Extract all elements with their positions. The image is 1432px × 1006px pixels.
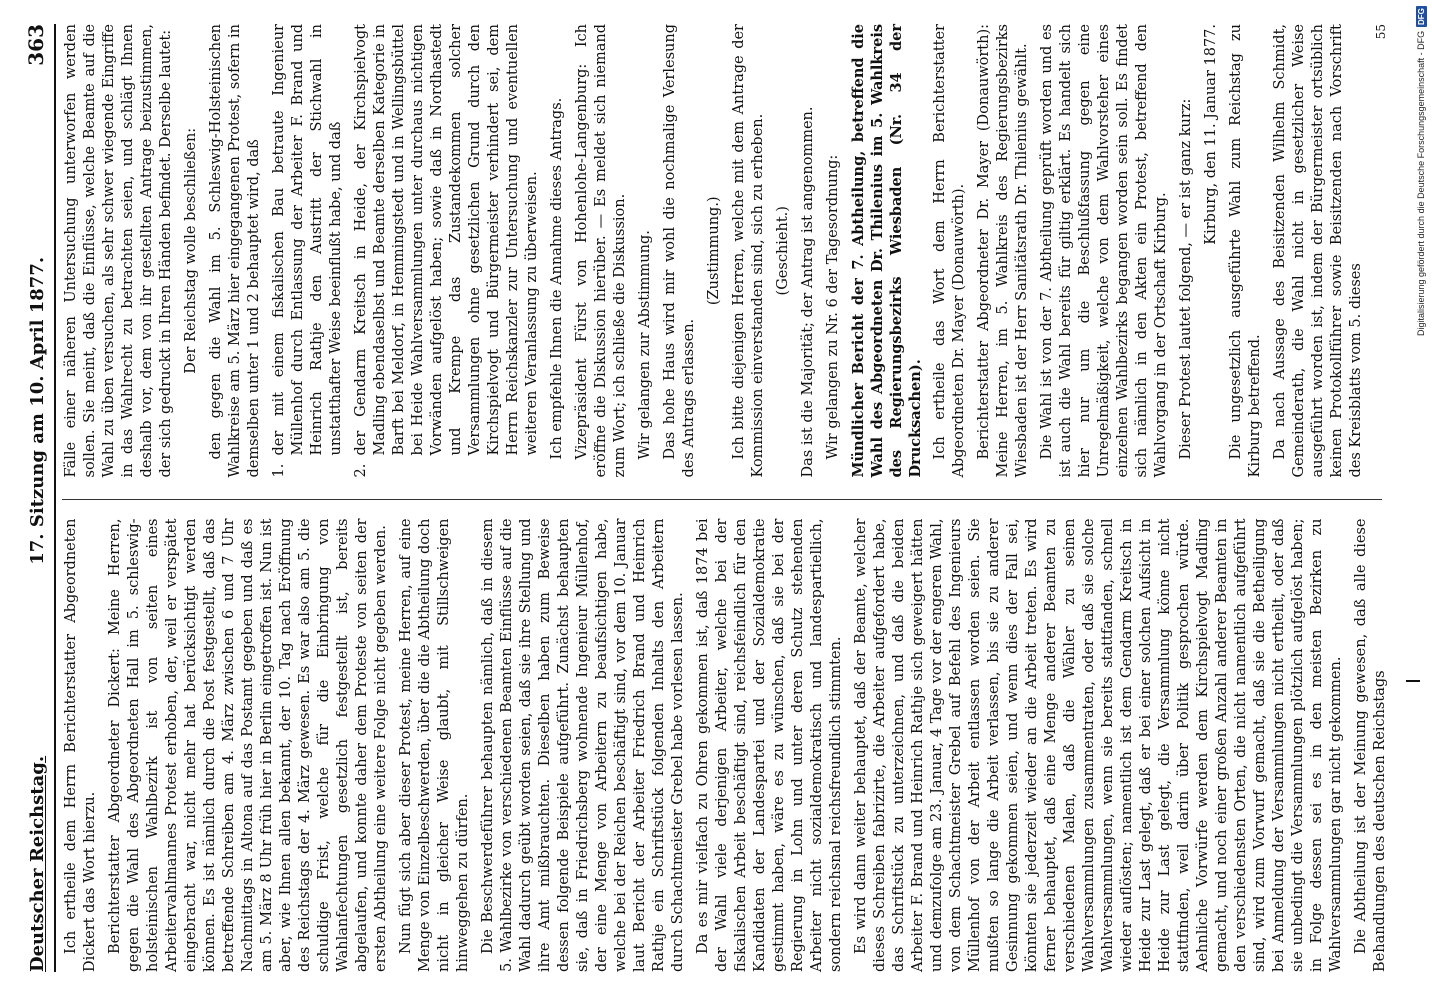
list-item-number: 1. xyxy=(271,463,287,478)
centered-line: (Zustimmung.) xyxy=(706,196,722,306)
list-item-text: der mit einem fiskalischen Bau betraute Ingenieur Müllenhof durch Entlassung der Arbeiter F. Brand und Heinrich Rathje den Austritt der Stichwahl in unstatthafter Weise beeinflußt habe, und daß xyxy=(271,24,344,456)
paragraph: Fälle einer näheren Untersuchung unterworfen werden sollen. Sie meint, daß die Einflüsse, welche Beamte auf die Wahl zu üben versuchen, als sehr schwer wiegende Eingriffe in das Wahlrecht zu betrachten seien, und schlägt Ihnen deshalb vor, dem von ihr gestellten Antrage beizustimmen, der sich gedruckt in Ihren Händen befindet. Derselbe lautet: xyxy=(63,24,174,478)
list-item xyxy=(270,24,346,478)
signature-mark: 55 xyxy=(1374,24,1388,40)
dfg-logo-icon: DFG xyxy=(1417,8,1426,25)
list-item-text: der Gendarm Kreitsch in Heide, der Kirchspielvogt Madling ebendaselbst und Beamte derselben Kategorie in Barft bei Meldorf, in Hemmingstedt und in Wellingsbüttel bei Heide Wahlversammlungen unter durchaus nichtigen Vorwänden aufgelöst haben; sowie daß in Nordhastedt und Krempe das Zustandekommen solcher Versammlungen ohne gesetzlichen Grund durch den Kirchspielvogt und Bürgermeister verhindert sei, dem Herrn Reichskanzler zur Untersuchung und eventuellen weiteren Veranlassung zu überweisen. xyxy=(353,24,540,456)
paragraph: Wir gelangen zur Abstimmung. xyxy=(637,230,653,460)
dateline: Kirburg, den 11. Januar 1877. xyxy=(1203,24,1219,245)
paragraph: Wir gelangen zu Nr. 6 der Tagesordnung: xyxy=(825,154,841,460)
text-columns xyxy=(62,24,1388,972)
page-number: 363 xyxy=(24,24,48,66)
paragraph: Die Abtheilung ist der Meinung gewesen, daß alle diese Behandlungen des deutschen Reichstags xyxy=(1353,518,1388,972)
paragraph: Ich ertheile das Wort dem Herrn Berichterstatter Abgeordneten Dr. Mayer (Donauwörth). xyxy=(932,24,967,478)
paragraph: Die Beschwerdeführer behaupten nämlich, daß in diesem 5. Wahlbezirke von verschiedenen Beamten Einflüsse auf die Wahl dadurch geübt worden seien, daß sie ihre Stellung und ihre Amt mißbrauchten. Dieselben haben zum Beweise dessen folgende Beispiele aufgeführt. Zunächst behaupten sie, daß in Friedrichsberg wohnende Ingenieur Müllenhof, der eine Menge von Arbeitern zu beaufsichtigen habe, welche bei der Reichen beschäftigt sind, vor dem 10. Januar laut Bericht der Arbeiter Friedrich Brand und Heinrich Rathje ein Schriftstück folgenden Inhalts den Arbeitern durch Schachtmeister Grebel habe vorlesen lassen. xyxy=(480,518,686,972)
paragraph: Die ungesetzlich ausgeführte Wahl zum Reichstag zu Kirburg betreffend. xyxy=(1228,24,1263,478)
paragraph: Dieser Protest lautet folgend, — er ist ganz kurz: xyxy=(1178,98,1194,460)
page-header xyxy=(18,24,56,972)
paragraph: Es wird dann weiter behauptet, daß der Beamte, welcher dieses Schreiben fabrizirte, die Arbeiter aufgefordert habe, das Schriftstück zu unterzeichnen, und daß die beiden Arbeiter F. Brand und Heinrich Rathje sich geweigert hätten und demzufolge am 23. Januar, 4 Tage vor der engeren Wahl, von dem Schachtmeister Grebel auf Befehl des Ingenieurs Müllenhof von der Arbeit entlassen worden seien. Sie mußten so lange die Arbeit verlassen, bis sie zu anderer Gesinnung gekommen seien, und wenn dies der Fall sei, könnten sie jederzeit wieder an die Arbeit treten. Es wird ferner behauptet, daß eine Menge anderer Beamten zu verschiedenen Malen, daß die Wähler zu seinen Wahlversammlungen zusammentraten, oder daß sie solche Wahlversammlungen, wenn sie bereits stattfanden, schnell wieder auflösten; namentlich ist dem Gendarm Kreitsch in Heide zur Last gelegt, daß er bei einer solchen Aufsicht in Heide zur Last gelegt, die Versammlung könne nicht stattfinden, weil darin über Politik gesprochen würde. Aehnliche Vorwürfe werden dem Kirchspielvogt Madling gemacht, und noch einer großen Anzahl anderer Beamten in den verschiedensten Orten, die nicht namentlich aufgeführt sind, wird zum Vorwurf gemacht, daß sie die Betheiligung bei Anmeldung der Versammlungen nicht ertheilt, oder daß sie unbedingt die Versammlungen plötzlich aufgelöst haben; in Folge dessen sei es in den meisten Bezirken zu Wahlversammlungen gar nicht gekommen. xyxy=(853,518,1344,972)
publication-title: Deutscher Reichstag. xyxy=(27,755,48,972)
paragraph: den gegen die Wahl im 5. Schleswig-Holsteinischen Wahlkreise am 5. März hier eingegangenen Protest, sofern in demselben unter 1 und 2 behauptet wird, daß xyxy=(208,24,262,478)
right-column xyxy=(62,24,1388,478)
digitization-credit-text: Digitalisierung gefördert durch die Deutsche Forschungsgemeinschaft - DFG xyxy=(1416,30,1426,337)
paragraph: Ich bitte diejenigen Herren, welche mit dem Antrage der Kommission einverstanden sind, sich zu erheben. xyxy=(731,24,766,478)
paragraph: Vizepräsident Fürst von Hohenlohe-Langenburg: Ich eröffne die Diskussion hierüber. — Es meldet sich niemand zum Wort; ich schließe die Diskussion. xyxy=(574,24,628,478)
paragraph: Ich empfehle Ihnen die Annahme dieses Antrags. xyxy=(549,97,565,460)
digitization-credit xyxy=(1416,6,1430,1006)
paragraph: Das hohe Haus wird mir wohl die nochmalige Verlesung des Antrags erlassen. xyxy=(662,24,697,478)
agenda-heading: Mündlicher Bericht der 7. Abtheilung, betreffend die Wahl des Abgeordneten Dr. Thilenius im 5. Wahlkreis des Regierungsbezirks Wiesbaden (Nr. 34 der Drucksachen). xyxy=(850,24,924,478)
paragraph: Die Wahl ist von der 7. Abtheilung geprüft worden und es ist auch die Wahl bereits für giltig erklärt. Es handelt sich hier nur um die Beschlußfassung gegen eine Unregelmäßigkeit, welche von dem Wahlvorsteher eines einzelnen Wahlbezirks begangen worden sein soll. Es findet sich nämlich in den Akten ein Protest, betreffend den Wahlvorgang in der Ortschaft Kirburg. xyxy=(1039,24,1169,478)
paragraph: Das ist die Majorität; der Antrag ist angenommen. xyxy=(800,106,816,478)
list-item-number: 2. xyxy=(353,463,369,478)
paragraph: Da es mir vielfach zu Ohren gekommen ist, daß 1874 bei der Wahl viele derjenigen Arbeiter, welche bei der fiskalischen Arbeit beschäftigt sind, reichsfeindlich für den Kandidaten der Landespartei und der Sozialdemokratie gestimmt haben, wäre es zu wünschen, daß sie bei der Regierung in Lohn und unter deren Schutz stehenden Arbeiter nicht sozialdemokratisch und landespartiellich, sondern reichsnal reichsfreundlich stimmten. xyxy=(695,518,844,972)
paragraph: Berichterstatter Abgeordneter Dr. Mayer (Donauwörth): Meine Herren, im 5. Wahlkreis des Regierungsbezirks Wiesbaden ist der Herr Sanitätsrath Dr. Thilenius gewählt. xyxy=(976,24,1030,478)
paragraph: Nun fügt sich aber dieser Protest, meine Herren, auf eine Menge von Einzelbeschwerden, über die die Abtheilung doch nicht in gleicher Weise glaubt, mit Stillschweigen hinweggehen zu dürfen. xyxy=(398,518,471,972)
paragraph: Ich ertheile dem Herrn Berichterstatter Abgeordneten Dickert das Wort hierzu. xyxy=(63,518,98,972)
paragraph: Berichterstatter Abgeordneter Dickert: Meine Herren, gegen die Wahl des Abgeordneten Hall im 5. schleswig-holsteinischen Wahlbezirk ist von seiten eines Arbeitervahlmannes Protest erhoben, der, weil er verspätet eingebracht war, nicht mehr hat berücksichtigt werden können. Es ist nämlich durch die Post festgestellt, daß das betreffende Schreiben am 4. März zwischen 6 und 7 Uhr Nachmittags in Altona auf das Postamt gegeben und daß es am 5. März 8 Uhr früh hier in Berlin eingetroffen ist. Nun ist aber, wie Ihnen allen bekannt, der 10. Tag nach Eröffnung des Reichstags der 4. März gewesen. Es war also am 5. die schuldige Frist, welche für die Einbringung von Wahlanfechtungen gesetzlich festgestellt ist, bereits abgelaufen, und konnte daher dem Proteste von seiten der ersten Abtheilung eine weitere Folge nicht gegeben werden. xyxy=(107,518,389,972)
session-date: 17. Sitzung am 10. April 1877. xyxy=(27,256,48,565)
paragraph: Da nach Aussage des Beisitzenden Wilhelm Schmidt, Gemeinderath, die Wahl nicht in gesetzlicher Weise ausgeführt worden ist, indem der Bürgermeister ortsüblich keinen Protokollführer sowie Beisitzenden nach Vorschrift des Kreisblatts vom 5. dieses xyxy=(1272,24,1364,478)
centered-line: Der Reichstag wolle beschließen: xyxy=(183,127,199,374)
list-item xyxy=(352,24,542,478)
left-column xyxy=(62,500,1388,973)
centered-line: (Geschieht.) xyxy=(775,206,791,296)
